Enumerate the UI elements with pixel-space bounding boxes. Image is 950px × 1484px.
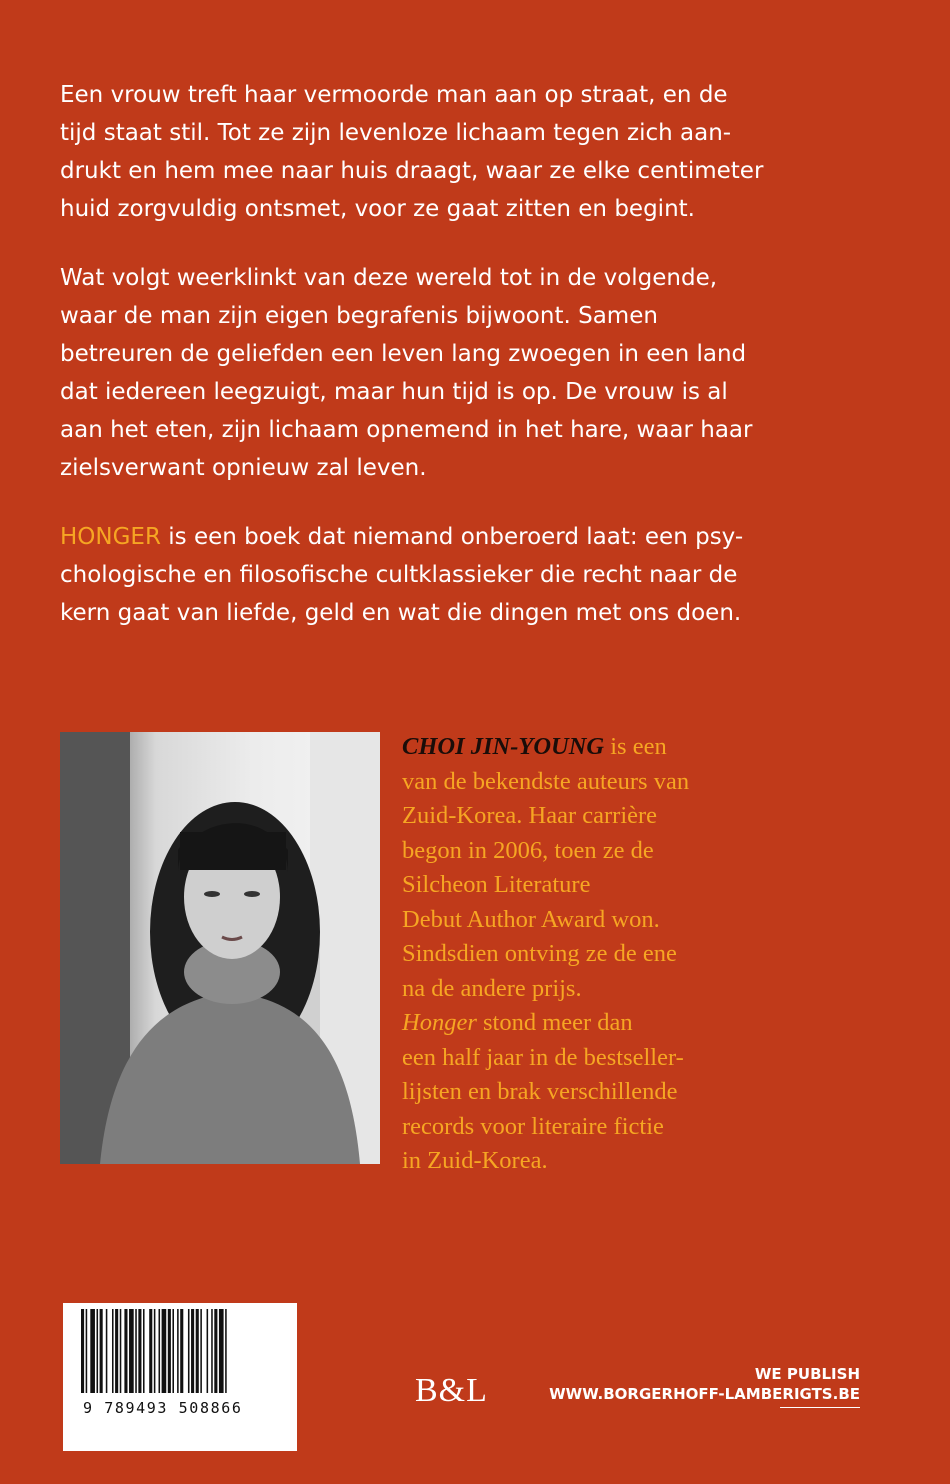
bio-line <box>402 1006 782 1041</box>
bio-line: een half jaar in de bestseller- <box>402 1043 684 1071</box>
barcode-bar <box>168 1309 171 1393</box>
barcode-bar <box>219 1309 224 1393</box>
bio-line: Silcheon Literature <box>402 871 591 898</box>
barcode-bar <box>112 1309 114 1393</box>
barcode-bar <box>86 1309 88 1393</box>
bio-line: van de bekendste auteurs van <box>402 767 690 795</box>
author-bio <box>402 730 782 1179</box>
barcode-bar <box>162 1309 167 1393</box>
blurb-paragraph-3 <box>60 518 780 632</box>
barcode-bar <box>129 1309 134 1393</box>
blurb-paragraph-1 <box>60 76 780 228</box>
author-name: CHOI JIN-YOUNG <box>402 733 605 760</box>
blurb-line: Een vrouw treft haar vermoorde man aan op straat, en de <box>60 82 728 108</box>
barcode-bar <box>159 1309 161 1393</box>
blurb-line: waar de man zijn eigen begrafenis bijwoont. Samen <box>60 303 658 329</box>
book-title-italic: Honger <box>402 1009 477 1036</box>
blurb-line: Wat volgt weerklinkt van deze wereld tot in de volgende, <box>60 265 718 291</box>
book-title-highlight: HONGER <box>60 524 161 550</box>
barcode-bar <box>100 1309 103 1393</box>
barcode-bar <box>207 1309 209 1393</box>
blurb-line <box>60 518 780 556</box>
publisher-logo: B&L <box>415 1372 488 1409</box>
author-photo <box>60 732 380 1164</box>
publisher-website: WWW.BORGERHOFF-LAMBERIGTS.BE <box>549 1385 860 1403</box>
bio-line: Zuid-Korea. Haar carrière <box>402 802 658 829</box>
bio-line: na de andere prijs. <box>402 974 582 1002</box>
barcode-bar <box>135 1309 137 1393</box>
barcode-bar <box>154 1309 156 1393</box>
barcode-bar <box>90 1309 95 1393</box>
blurb-line-text: is een boek dat niemand onberoerd laat: een psy- <box>160 524 744 550</box>
publisher-block <box>549 1364 860 1404</box>
blurb-line: huid zorgvuldig ontsmet, voor ze gaat zitten en begint. <box>60 196 695 222</box>
blurb-line: kern gaat van liefde, geld en wat die dingen met ons doen. <box>60 600 742 626</box>
barcode-bar <box>177 1309 179 1393</box>
blurb-paragraph-2 <box>60 259 780 487</box>
barcode-bar <box>200 1309 202 1393</box>
barcode-bar <box>214 1309 217 1393</box>
bio-line-text: is een <box>604 733 667 760</box>
blurb-line: betreuren de geliefden een leven lang zwoegen in een land <box>60 341 747 367</box>
barcode-bar <box>124 1309 127 1393</box>
bio-line-text: stond meer dan <box>476 1009 633 1036</box>
barcode-bar <box>138 1309 141 1393</box>
publisher-tagline: WE PUBLISH <box>754 1365 860 1383</box>
barcode-bar <box>191 1309 194 1393</box>
barcode-bar <box>97 1309 99 1393</box>
barcode-bar <box>106 1309 108 1393</box>
blurb-line: chologische en filosofische cultklassieker die recht naar de <box>60 562 738 588</box>
blurb-line: dat iedereen leegzuigt, maar hun tijd is op. De vrouw is al <box>60 379 728 405</box>
barcode-bar <box>143 1309 145 1393</box>
barcode <box>63 1303 297 1451</box>
bio-line: Debut Author Award won. <box>402 905 660 933</box>
blurb-line: aan het eten, zijn lichaam opnemend in het hare, waar haar <box>60 417 753 443</box>
barcode-bar <box>180 1309 183 1393</box>
barcode-bar <box>225 1309 227 1393</box>
author-portrait-image <box>60 732 380 1164</box>
bio-line: Sindsdien ontving ze de ene <box>402 940 677 967</box>
blurb-line: zielsverwant opnieuw zal leven. <box>60 455 427 481</box>
bio-lines-b <box>402 1041 782 1179</box>
bio-line: lijsten en brak verschillende <box>402 1078 678 1105</box>
barcode-bars <box>63 1303 297 1393</box>
barcode-bar <box>115 1309 118 1393</box>
publisher-underline <box>780 1407 860 1408</box>
barcode-bar <box>81 1309 84 1393</box>
barcode-bar <box>196 1309 199 1393</box>
barcode-bar <box>120 1309 122 1393</box>
bio-line: in Zuid-Korea. <box>402 1147 548 1174</box>
bio-line: records voor literaire fictie <box>402 1112 664 1140</box>
bio-line: begon in 2006, toen ze de <box>402 836 654 864</box>
barcode-bar <box>211 1309 213 1393</box>
blurb-line: tijd staat stil. Tot ze zijn levenloze lichaam tegen zich aan- <box>60 120 732 146</box>
bio-lines-a <box>402 765 782 1007</box>
isbn-number: 9 789493 508866 <box>83 1399 243 1417</box>
barcode-bar <box>149 1309 152 1393</box>
bio-line <box>402 730 782 765</box>
barcode-bar <box>172 1309 174 1393</box>
barcode-bar <box>188 1309 190 1393</box>
blurb-line: drukt en hem mee naar huis draagt, waar ze elke centimeter <box>60 158 764 184</box>
